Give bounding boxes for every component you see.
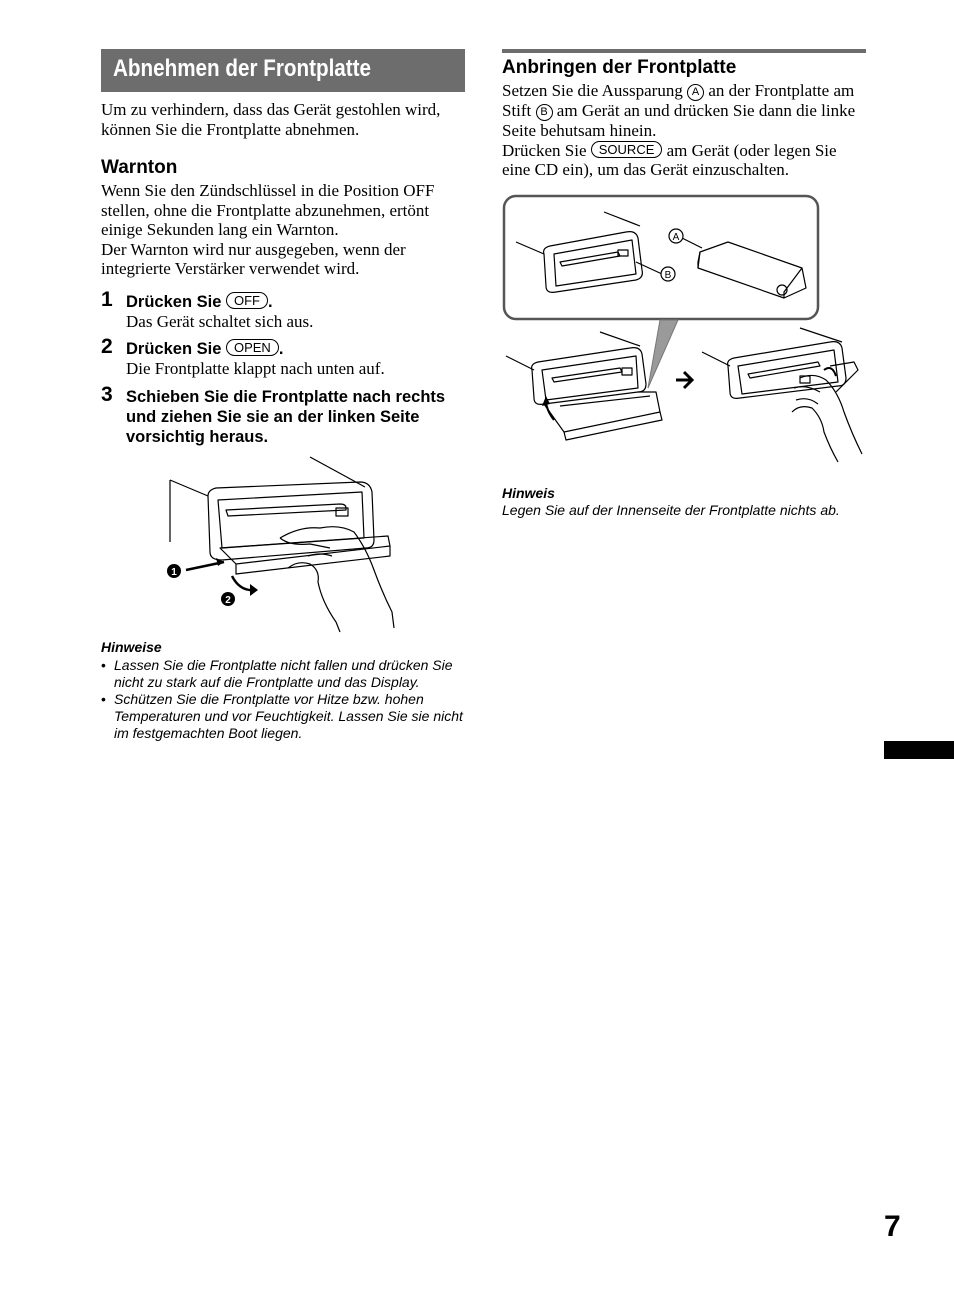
attach-paragraph bbox=[502, 81, 867, 180]
hint-text: Legen Sie auf der Innenseite der Frontplatte nichts ab. bbox=[502, 502, 840, 518]
step-1-number: 1 bbox=[101, 288, 113, 311]
step-3-number: 3 bbox=[101, 383, 113, 406]
figure-label-b: B bbox=[664, 270, 672, 281]
hint-title: Hinweis bbox=[502, 485, 555, 501]
step-2-period: . bbox=[278, 340, 284, 358]
section-rule bbox=[502, 49, 866, 53]
warnton-text-1: Wenn Sie den Zündschlüssel in die Position OFF stellen, ohne die Frontplatte abzunehmen, ertönt einige Sekunden lang ein Warnton. bbox=[101, 181, 435, 240]
section-title-bar bbox=[101, 49, 465, 92]
notes-list bbox=[101, 657, 463, 742]
step-1-description: Das Gerät schaltet sich aus. bbox=[126, 312, 314, 331]
warnton-text-2: Der Warnton wird nur ausgegeben, wenn der integrierte Verstärker verwendet wird. bbox=[101, 239, 406, 279]
marker-2-label: 2 bbox=[225, 595, 231, 606]
step-1-label-text: Drücken Sie bbox=[126, 293, 222, 311]
source-key: SOURCE bbox=[591, 141, 663, 158]
step-2-label-text: Drücken Sie bbox=[126, 340, 222, 358]
page-number: 7 bbox=[884, 1210, 901, 1243]
open-key: OPEN bbox=[226, 339, 279, 356]
source-text-2: am Gerät (oder legen Sie eine CD ein), um das Gerät einzuschalten. bbox=[502, 140, 837, 180]
step-1-period: . bbox=[267, 293, 273, 311]
note-item: • Lassen Sie die Frontplatte nicht fallen und drücken Sie nicht zu stark auf die Frontplatte und das Display. bbox=[101, 657, 463, 691]
step-2-description: Die Frontplatte klappt nach unten auf. bbox=[126, 359, 385, 378]
attach-text-3: am Gerät an und drücken Sie dann die linke Seite behutsam hinein. bbox=[502, 101, 856, 140]
step-1-label bbox=[126, 292, 273, 312]
intro-paragraph: Um zu verhindern, dass das Gerät gestohlen wird, können Sie die Frontplatte abnehmen. bbox=[101, 100, 441, 139]
attach-faceplate-illustration bbox=[500, 192, 870, 472]
note-item: • Schützen Sie die Frontplatte vor Hitze bzw. hohen Temperaturen und vor Feuchtigkeit. Lassen Sie sie nicht im festgemachten Boot liegen. bbox=[101, 691, 463, 742]
warnton-heading: Warnton bbox=[101, 157, 178, 178]
marker-a: A bbox=[687, 84, 704, 101]
warnton-paragraph bbox=[101, 181, 466, 279]
section-thumb-tab bbox=[884, 741, 954, 759]
step-2-label bbox=[126, 339, 283, 359]
source-text-1: Drücken Sie bbox=[502, 140, 587, 160]
notes-title: Hinweise bbox=[101, 639, 162, 655]
section-title: Abnehmen der Frontplatte bbox=[113, 55, 372, 82]
attach-text-1: Setzen Sie die Aussparung bbox=[502, 81, 683, 100]
marker-b: B bbox=[536, 104, 553, 121]
detach-faceplate-illustration bbox=[160, 452, 400, 634]
step-3-label: Schieben Sie die Frontplatte nach rechts und ziehen Sie sie an der linken Seite vorsichtig heraus. bbox=[126, 388, 446, 446]
figure-label-a: A bbox=[672, 232, 680, 243]
off-key: OFF bbox=[226, 292, 268, 309]
attach-text-2: an der Frontplatte am Stift bbox=[502, 81, 855, 120]
marker-1-label: 1 bbox=[171, 567, 177, 578]
attach-heading: Anbringen der Frontplatte bbox=[502, 57, 737, 78]
step-2-number: 2 bbox=[101, 335, 113, 358]
